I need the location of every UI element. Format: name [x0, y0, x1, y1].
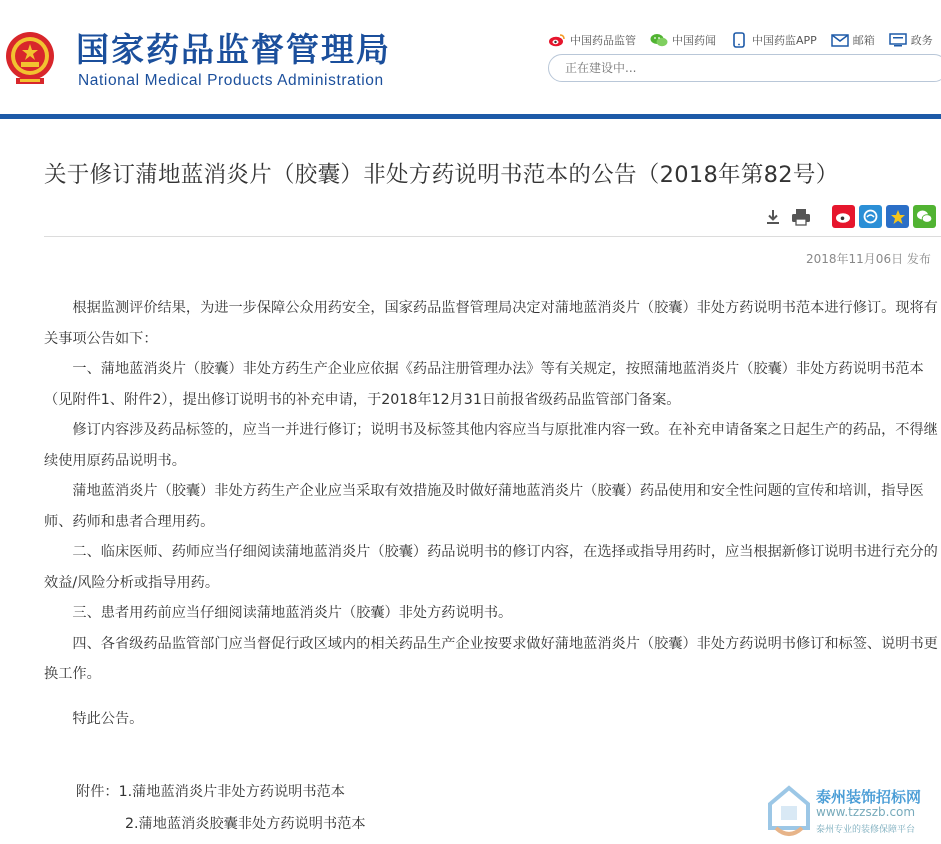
site-title-en: National Medical Products Administration	[78, 72, 384, 89]
watermark-title: 泰州装饰招标网	[816, 788, 922, 806]
link-mail[interactable]	[831, 32, 875, 48]
article-paragraph: 一、蒲地蓝消炎片（胶囊）非处方药生产企业应依据《药品注册管理办法》等有关规定，按照蒲地蓝消炎片（胶囊）非处方药说明书范本（见附件1、附件2），提出修订说明书的补充申请，于2018年12月31日前报省级药品监管部门备案。	[44, 361, 924, 408]
search-box[interactable]	[548, 54, 941, 82]
share-wechat-button[interactable]	[913, 205, 936, 228]
mail-icon	[831, 33, 849, 47]
article-paragraph: 三、患者用药前应当仔细阅读蒲地蓝消炎片（胶囊）非处方药说明书。	[72, 605, 513, 621]
weibo-icon	[548, 33, 566, 47]
attachment-row	[76, 808, 366, 840]
share-favorite-button[interactable]	[886, 205, 909, 228]
article-title: 关于修订蒲地蓝消炎片（胶囊）非处方药说明书范本的公告（2018年第82号）	[44, 162, 839, 188]
article-paragraph: 四、各省级药品监管部门应当督促行政区域内的相关药品生产企业按要求做好蒲地蓝消炎片（胶囊）非处方药说明书修订和标签、说明书更换工作。	[44, 635, 938, 682]
weibo-icon	[835, 209, 852, 224]
share-qzone-button[interactable]	[859, 205, 882, 228]
link-gov-label: 政务	[910, 34, 933, 47]
wechat-icon	[650, 33, 668, 47]
watermark-url: www.tzzszb.com	[816, 805, 916, 819]
article-paragraph: 修订内容涉及药品标签的，应当一并进行修订；说明书及标签其他内容应当与原批准内容一致。在补充申请备案之日起生产的药品，不得继续使用原药品说明书。	[44, 422, 938, 469]
share-buttons	[832, 205, 940, 228]
article-paragraph: 蒲地蓝消炎片（胶囊）非处方药生产企业应当采取有效措施及时做好蒲地蓝消炎片（胶囊）药品使用和安全性问题的宣传和培训，指导医师、药师和患者合理用药。	[44, 483, 924, 530]
attachment-link[interactable]: 2.蒲地蓝消炎胶囊非处方药说明书范本	[125, 816, 366, 832]
print-button[interactable]	[790, 206, 812, 228]
download-button[interactable]	[762, 206, 784, 228]
title-divider	[44, 236, 941, 237]
share-weibo-button[interactable]	[832, 205, 855, 228]
link-wechat-label: 中国药闻	[672, 34, 716, 47]
publish-date: 2018年11月06日 发布	[806, 252, 931, 266]
header-divider-bar	[0, 114, 941, 119]
attachments	[76, 776, 366, 840]
link-app-label: 中国药监APP	[752, 34, 817, 47]
article-paragraph: 根据监测评价结果，为进一步保障公众用药安全，国家药品监督管理局决定对蒲地蓝消炎片（胶囊）非处方药说明书范本进行修订。现将有关事项公告如下：	[44, 300, 938, 347]
national-emblem-icon	[4, 26, 56, 88]
attachments-prefix: 附件：	[76, 784, 119, 800]
print-icon	[791, 208, 811, 226]
watermark	[764, 782, 941, 842]
attachment-row	[76, 776, 366, 808]
site-header	[0, 0, 941, 118]
article-body	[44, 293, 941, 734]
article-paragraph: 二、临床医师、药师应当仔细阅读蒲地蓝消炎片（胶囊）药品说明书的修订内容，在选择或指导用药时，应当根据新修订说明书进行充分的效益/风险分析或指导用药。	[44, 544, 938, 591]
wechat-icon	[916, 209, 933, 224]
link-app[interactable]	[730, 32, 817, 48]
top-links	[548, 32, 941, 48]
closing-text: 特此公告。	[72, 710, 144, 727]
search-input[interactable]	[565, 61, 925, 75]
link-weibo[interactable]	[548, 32, 636, 48]
star-icon	[890, 209, 906, 225]
spacer	[44, 690, 941, 704]
link-mail-label: 邮箱	[852, 34, 875, 47]
link-weibo-label: 中国药品监管	[570, 34, 636, 47]
link-gov[interactable]	[889, 32, 933, 48]
phone-icon	[730, 33, 748, 47]
attachment-link[interactable]: 1.蒲地蓝消炎片非处方药说明书范本	[118, 784, 345, 800]
watermark-subtitle: 泰州专业的装修保障平台	[816, 825, 916, 835]
gov-icon	[889, 33, 907, 47]
qzone-icon	[863, 209, 878, 224]
site-title-cn: 国家药品监督管理局	[76, 30, 391, 69]
download-icon	[764, 208, 782, 226]
house-logo-icon	[766, 784, 812, 840]
article-tools	[762, 206, 818, 228]
link-wechat[interactable]	[650, 32, 716, 48]
